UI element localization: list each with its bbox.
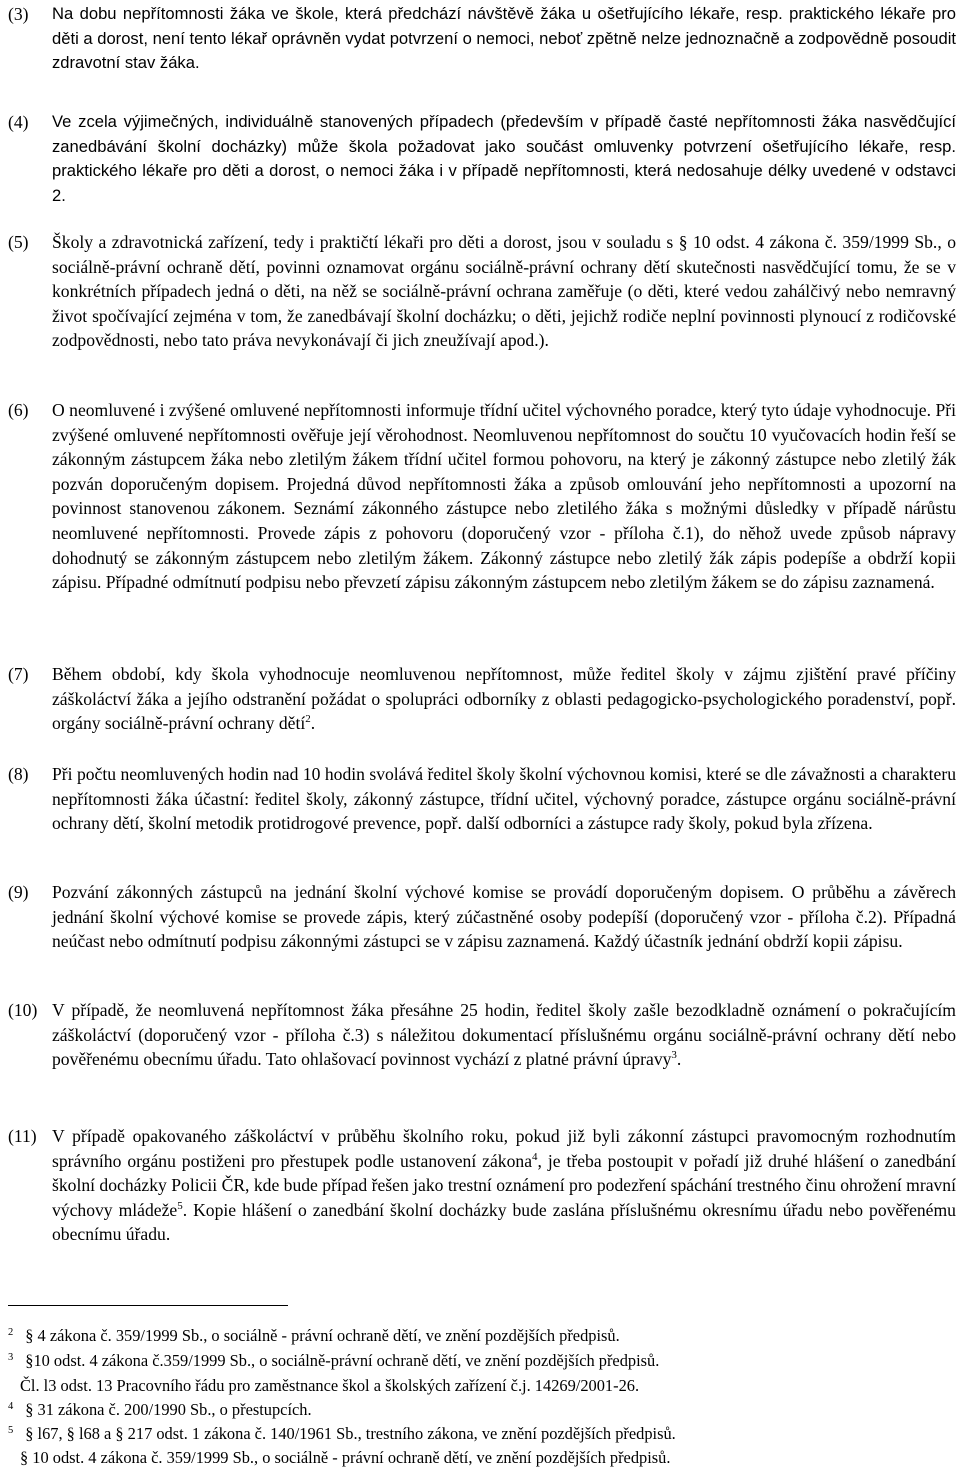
paragraph-text: Ve zcela výjimečných, individuálně stanovených případech (především v případě časté nepřítomnosti žáka nasvědčující zanedbávání školní docházky) může škola požadovat jako součást omluvenky potvrzení ošetřujícího lékaře, resp. praktického lékaře pro děti a dorost, o nemoci žáka i v případě nepřítomnosti, která nedosahuje délky uvedené v odstavci 2.: [52, 112, 956, 205]
footnote-ref: 5: [177, 1199, 183, 1212]
paragraph-number: (3): [8, 4, 29, 24]
footnote-mark: 3: [8, 1351, 14, 1363]
footnote-5: [8, 1423, 956, 1444]
paragraph-text: Při počtu neomluvených hodin nad 10 hodin svolává ředitel školy školní výchovnou komisi, které se dle závažnosti a charakteru nepřítomnosti žáka účastní: ředitel školy, zákonný zástupce, třídní učitel, výchovný poradce, zástupce orgánu sociálně-právní ochrany dětí, školní metodik protidrogové prevence, popř. další odborníci a zástupce rady školy, pokud byla zřízena.: [52, 764, 956, 834]
footnote-mark: 5: [8, 1424, 14, 1436]
paragraph-number: (5): [8, 232, 29, 252]
footnote-ref: 2: [305, 713, 311, 726]
footnote-ref: 4: [532, 1150, 538, 1163]
paragraph-tail: , je třeba postoupit v pořadí již druhé hlášení o zanedbání školní docházky Policii ČR, kde bude případ řešen jako trestní oznámení pro podezření spáchání trestného činu ohrožení mravní výchovy mládeže: [52, 1150, 956, 1220]
footnote-3: [8, 1350, 956, 1371]
paragraph-number: (7): [8, 664, 29, 684]
paragraph-tail: .: [676, 1049, 682, 1070]
paragraph-number: (10): [8, 1000, 38, 1020]
paragraph-10: [8, 998, 956, 1072]
footnote-text: § l67, § l68 a § 217 odst. 1 zákona č. 140/1961 Sb., trestního zákona, ve znění pozdějších předpisů.: [25, 1424, 676, 1443]
paragraph-5: [8, 230, 956, 353]
paragraph-body: V případě, že neomluvená nepřítomnost žáka přesáhne 25 hodin, ředitel školy zašle bezodkladně oznámení o pokračujícím záškoláctví (doporučený vzor - příloha č.3) s náležitou dokumentací příslušnému orgánu sociálně-právní ochrany dětí nebo pověřenému obecnímu úřadu. Tato ohlašovací povinnost vychází z platné právní úpravy: [52, 1000, 956, 1070]
paragraph-number: (6): [8, 400, 29, 420]
footnote-text: § 31 zákona č. 200/1990 Sb., o přestupcích.: [25, 1400, 312, 1419]
footnote-ref: 3: [671, 1049, 677, 1062]
paragraph-text: [52, 998, 956, 1072]
paragraph-text: [52, 1124, 956, 1247]
paragraph-6: [8, 398, 956, 595]
paragraph-11: [8, 1124, 956, 1247]
footnote-5-continued: [8, 1447, 956, 1468]
footnote-text: § 4 zákona č. 359/1999 Sb., o sociálně - právní ochraně dětí, ve znění pozdějších předpisů.: [25, 1326, 620, 1345]
paragraph-number: (8): [8, 764, 29, 784]
paragraph-tail: .: [310, 713, 316, 734]
footnote-text: §10 odst. 4 zákona č.359/1999 Sb., o sociálně-právní ochraně dětí, ve znění pozdějších předpisů.: [25, 1351, 660, 1370]
paragraph-7: [8, 662, 956, 736]
footnote-3-continued: [8, 1375, 956, 1396]
footnote-divider: [8, 1305, 288, 1306]
paragraph-text: O neomluvené i zvýšené omluvené nepřítomnosti informuje třídní učitel výchovného poradce, který tyto údaje vyhodnocuje. Při zvýšené omluvené nepřítomnosti ověřuje její věrohodnost. Neomluvenou nepřítomnost do součtu 10 vyučovacích hodin řeší se zákonným zástupcem žáka nebo zletilým žákem třídní učitel formou pohovoru, na který je zákonný zástupce nebo zletilý žák pozván doporučeným dopisem. Projedná důvod nepřítomnosti žáka a způsob omlouvání jeho nepřítomnosti a upozorní na povinnost stanovenou zákonem. Seznámí zákonného zástupce nebo zletilého žáka s možnými důsledky v případě nárůstu neomluvené nepřítomnosti. Provede zápis z pohovoru (doporučený vzor - příloha č.1), do něhož uvede způsob nápravy dohodnutý se zákonným zástupcem nebo zletilým žákem. Zákonný zástupce nebo zletilý žák zápis podepíše a obdrží kopii zápisu. Případné odmítnutí podpisu nebo převzetí zápisu zákonným zástupcem nebo zletilým žákem se do zápisu zaznamená.: [52, 400, 956, 593]
paragraph-text: Pozvání zákonných zástupců na jednání školní výchové komise se provádí doporučeným dopisem. O průběhu a závěrech jednání školní výchové komise se provede zápis, který zúčastněné osoby podepíší (doporučený vzor - příloha č.2). Případná neúčast nebo odmítnutí podpisu zákonnými zástupci se v zápisu zaznamená. Každý účastník jednání obdrží kopii zápisu.: [52, 882, 956, 952]
footnote-text: § 10 odst. 4 zákona č. 359/1999 Sb., o sociálně - právní ochraně dětí, ve znění pozdějších předpisů.: [20, 1448, 671, 1467]
paragraph-text: Na dobu nepřítomnosti žáka ve škole, která předchází návštěvě žáka u ošetřujícího lékaře, resp. praktického lékaře pro děti a dorost, není tento lékař oprávněn vydat potvrzení o nemoci, neboť zpětně nelze jednoznačně a zodpovědně posoudit zdravotní stav žáka.: [52, 4, 956, 73]
paragraph-number: (9): [8, 882, 29, 902]
paragraph-9: [8, 880, 956, 954]
paragraph-number: (11): [8, 1126, 37, 1146]
footnote-2: [8, 1325, 956, 1346]
paragraph-text: Školy a zdravotnická zařízení, tedy i praktičtí lékaři pro děti a dorost, jsou v souladu s § 10 odst. 4 zákona č. 359/1999 Sb., o sociálně-právní ochraně dětí, povinni oznamovat orgánu sociálně-právní ochrany dětí skutečnosti nasvědčující tomu, že se v konkrétních případech jedná o děti, na něž se sociálně-právní ochrana zaměřuje (o děti, které vedou zahálčivý nebo nemravný život spočívající zejména v tom, že zanedbávají školní docházku; o děti, jejichž rodiče neplní povinnosti plynoucí z rodičovské zodpovědnosti, nebo tato práva nevykonávají či jich zneužívají apod.).: [52, 232, 956, 351]
footnote-mark: 2: [8, 1326, 14, 1338]
paragraph-body: Během období, kdy škola vyhodnocuje neomluvenou nepřítomnost, může ředitel školy v zájmu zjištění pravé příčiny záškoláctví žáka a jejího odstranění požádat o spolupráci odborníky z oblasti pedagogicko-psychologického poradenství, popř. orgány sociálně-právní ochrany dětí: [52, 664, 956, 734]
paragraph-3: [8, 2, 956, 76]
footnote-mark: 4: [8, 1400, 14, 1412]
footnote-text: Čl. l3 odst. 13 Pracovního řádu pro zaměstnance škol a školských zařízení č.j. 14269/2001-26.: [20, 1376, 640, 1395]
paragraph-4: [8, 110, 956, 208]
footnote-4: [8, 1399, 956, 1420]
paragraph-body: V případě opakovaného záškoláctví v průběhu školního roku, pokud již byli zákonní zástupci pravomocným rozhodnutím správního orgánu postiženi pro přestupek podle ustanovení zákona: [52, 1126, 956, 1171]
paragraph-tail: . Kopie hlášení o zanedbání školní docházky bude zaslána příslušnému okresnímu úřadu nebo pověřenému obecnímu úřadu.: [52, 1199, 956, 1245]
paragraph-number: (4): [8, 112, 29, 132]
paragraph-text: [52, 662, 956, 736]
paragraph-8: [8, 762, 956, 836]
